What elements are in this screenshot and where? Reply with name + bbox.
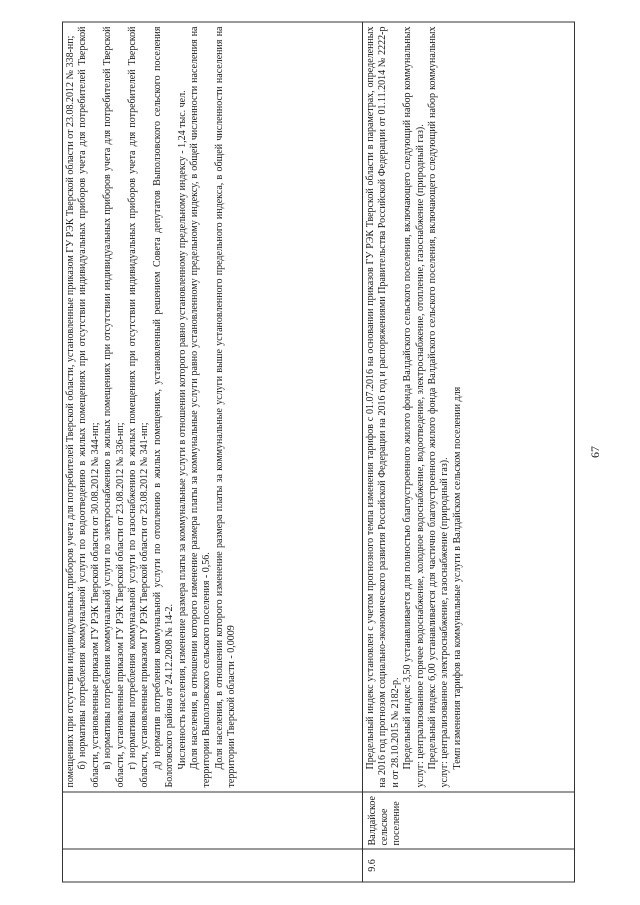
paragraph: в) нормативы потребления коммунальной услуги по электроснабжению в жилых помещениях при отсутствии индивидуальных приборов учета для потребителей Тверской области, установленные приказом ГУ РЭК Тверской области от 23.08.2012 № 336-нп; (102, 26, 126, 788)
description-cell (363, 22, 575, 792)
paragraph: Предельный индекс 3,50 устанавливается для полностью благоустроенного жилого фонда Валдайского сельского поселения, включающего следующий набор коммунальных услуг: централизованное горячее водоснабжение, холодное водоснабжение, водоотведение, электроснабжение, отопление, газоснабжение (природный газ). (402, 26, 426, 788)
settlement-name-cell: Валдайское сельское поселение (363, 792, 575, 849)
description-cell (63, 22, 363, 792)
paragraph: г) нормативы потребления коммунальной услуги по газоснабжению в жилых помещениях при отсутствии индивидуальных приборов учета для потребителей Тверской области, установленные приказом ГУ РЭК Тверской области от 23.08.2012 № 341-нп; (127, 26, 151, 788)
tariff-index-table (62, 22, 575, 883)
paragraph: Доля населения, в отношении которого изменение размера платы за коммунальные услуги равно установленному предельному индексу, в общей численности населения на территории Выползовского сельского поселения - 0,56. (189, 26, 213, 788)
table-row (63, 22, 363, 882)
row-number-cell (63, 849, 363, 882)
paragraph: Предельный индекс установлен с учетом прогнозного темпа изменения тарифов с 01.07.2016 на основании приказов ГУ РЭК Тверской области в параметрах, определенных на 2016 год прогнозом социально-экономического развития Российской Федерации на 2016 год и распоряжениями Правительства Российской Федерации от 01.11.2014 № 2222-р и от 28.10.2015 № 2182-р. (365, 26, 401, 788)
paragraph: б) нормативы потребления коммунальной услуги по водоотведению в жилых помещениях при отсутствии индивидуальных приборов учета для потребителей Тверской области, установленные приказом ГУ РЭК Тверской области от 30.08.2012 № 344-нп; (77, 26, 101, 788)
page-number: 67 (588, 446, 602, 458)
settlement-name-cell (63, 792, 363, 849)
paragraph: помещениях при отсутствии индивидуальных приборов учета для потребителей Тверской области, установленные приказом ГУ РЭК Тверской области от 23.08.2012 № 338-нп; (65, 35, 76, 788)
paragraph: Темп изменения тарифов на коммунальные услуги в Валдайском сельском поселении для (451, 386, 463, 770)
paragraph: Доля населения, в отношении которого изменение размера платы за коммунальные услуги выше установленного предельного индекса, в общей численности населения на территории Тверской области - 0,0009 (213, 26, 238, 788)
row-number-cell: 9.6 (363, 849, 575, 882)
paragraph: Численность населения, изменение размера платы за коммунальные услуги в отношении которого равно установленному предельному индексу - 1,24 тыс. чел. (176, 90, 188, 770)
paragraph: Предельный индекс 6,00 устанавливается для частично благоустроенного жилого фонда Валдайского сельского поселения, включающего следующий набор коммунальных услуг: централизованное электроснабжение, газоснабжение (природный газ). (427, 26, 451, 788)
table-row (363, 22, 575, 882)
paragraph: д) норматив потребления коммунальной услуги по отоплению в жилых помещениях, установленный решением Совета депутатов Выползовского сельского поселения Бологовского района от 24.12.2008 № 14-2. (151, 26, 176, 788)
